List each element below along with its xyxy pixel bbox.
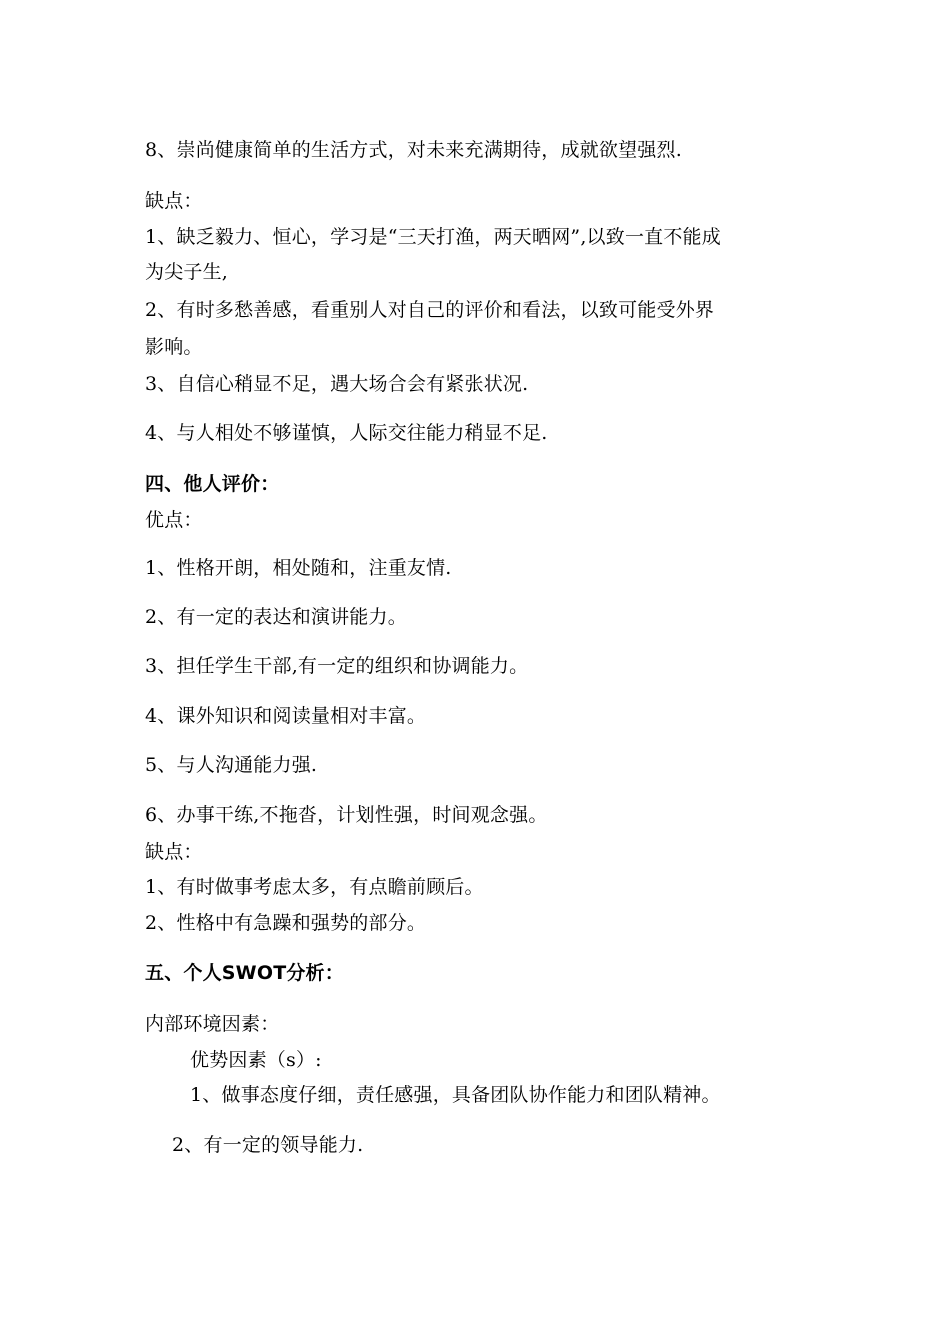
paragraph-weakness-4: 4、与人相处不够谨慎，人际交往能力稍显不足. [145,422,548,444]
label-strength-factors: 优势因素（s）: [190,1049,322,1071]
paragraph-others-weakness-2: 2、性格中有急躁和强势的部分。 [145,912,427,934]
paragraph-strength-8: 8、崇尚健康简单的生活方式，对未来充满期待，成就欲望强烈. [145,139,682,161]
paragraph-swot-strength-2: 2、有一定的领导能力. [172,1134,364,1156]
label-others-weaknesses: 缺点： [145,841,203,863]
label-weaknesses: 缺点： [145,190,203,212]
section-heading-swot: 五、个人SWOT分析： [145,962,344,984]
paragraph-weakness-3: 3、自信心稍显不足，遇大场合会有紧张状况. [145,373,529,395]
paragraph-swot-strength-1: 1、做事态度仔细，责任感强，具备团队协作能力和团队精神。 [190,1084,721,1106]
section-heading-others-evaluation: 四、他人评价： [145,473,280,495]
paragraph-others-weakness-1: 1、有时做事考虑太多，有点瞻前顾后。 [145,876,484,898]
paragraph-others-strength-2: 2、有一定的表达和演讲能力。 [145,606,407,628]
paragraph-weakness-2-cont: 影响。 [145,336,203,358]
paragraph-weakness-1: 1、缺乏毅力、恒心，学习是“三天打渔，两天晒网”,以致一直不能成 [145,226,721,248]
paragraph-others-strength-6: 6、办事干练,不拖沓，计划性强，时间观念强。 [145,804,548,826]
paragraph-others-strength-1: 1、性格开朗，相处随和，注重友情. [145,557,452,579]
paragraph-others-strength-5: 5、与人沟通能力强. [145,754,318,776]
paragraph-weakness-1-cont: 为尖子生, [145,261,229,283]
paragraph-others-strength-4: 4、课外知识和阅读量相对丰富。 [145,705,427,727]
paragraph-weakness-2: 2、有时多愁善感，看重别人对自己的评价和看法，以致可能受外界 [145,299,715,321]
label-strengths: 优点： [145,509,203,531]
paragraph-others-strength-3: 3、担任学生干部,有一定的组织和协调能力。 [145,655,529,677]
label-internal-factors: 内部环境因素： [145,1013,280,1035]
